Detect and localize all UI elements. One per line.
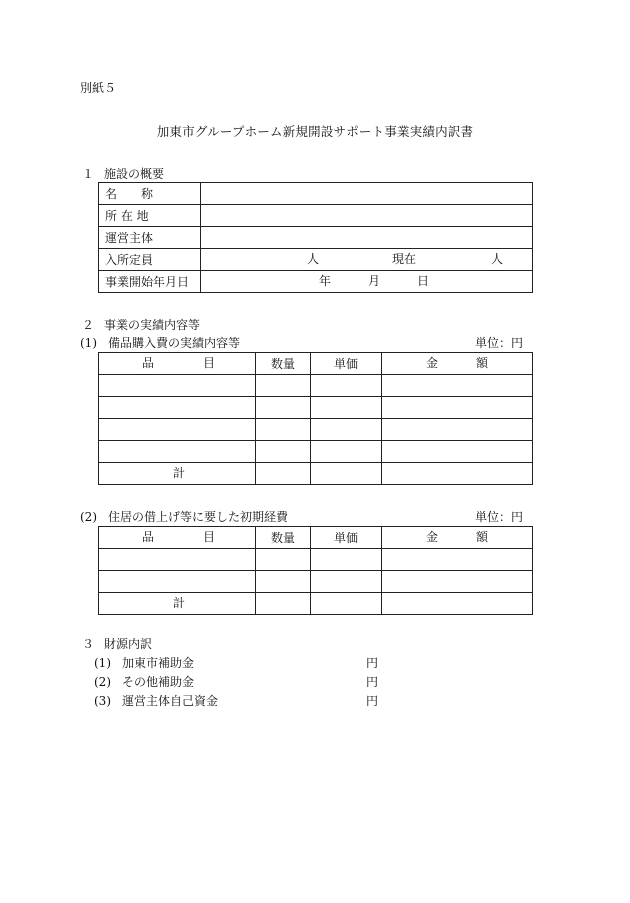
table-row — [99, 419, 533, 441]
funding-item-unit: 円 — [366, 656, 379, 670]
total-row — [99, 463, 533, 485]
table-row — [99, 227, 533, 249]
facility-address-value[interactable] — [201, 205, 533, 227]
amount-header-b: 額 — [476, 530, 489, 544]
qty-header: 数量 — [256, 527, 311, 549]
total-label-cell — [99, 593, 256, 615]
funding-item-label: 加東市補助金 — [122, 656, 195, 670]
item-header-b: 目 — [203, 530, 216, 544]
price-header: 単価 — [311, 527, 382, 549]
funding-item-unit: 円 — [366, 694, 379, 708]
section1-heading: 施設の概要 — [104, 167, 165, 181]
total-label-cell — [99, 463, 256, 485]
start-date-value[interactable] — [201, 271, 533, 293]
sub2-title: 住居の借上げ等に要した初期経費 — [108, 510, 289, 524]
current-label: 現在 — [392, 252, 417, 266]
equipment-cost-table — [98, 352, 533, 485]
sub1-title: 備品購入費の実績内容等 — [108, 336, 241, 350]
table-header-row — [99, 353, 533, 375]
item-header-a: 品 — [142, 530, 155, 544]
attachment-label: 別紙５ — [80, 81, 117, 95]
capacity-unit: 人 — [307, 252, 320, 266]
price-header: 単価 — [311, 353, 382, 375]
total-label: 計 — [173, 466, 186, 480]
amount-header — [382, 353, 533, 375]
operator-value[interactable] — [201, 227, 533, 249]
table-row — [99, 183, 533, 205]
start-date-label: 事業開始年月日 — [99, 271, 201, 293]
capacity-label: 入所定員 — [99, 249, 201, 271]
item-header-b: 目 — [203, 356, 216, 370]
funding-item-number: (3) — [94, 694, 111, 708]
sub2-unit: 単位：円 — [475, 510, 524, 524]
sub1-unit: 単位：円 — [475, 336, 524, 350]
table-row — [99, 375, 533, 397]
table-row — [99, 249, 533, 271]
item-header — [99, 527, 256, 549]
amount-header — [382, 527, 533, 549]
item-header — [99, 353, 256, 375]
table-row — [99, 441, 533, 463]
operator-label: 運営主体 — [99, 227, 201, 249]
document-title: 加東市グループホーム新規開設サポート事業実績内訳書 — [156, 124, 474, 139]
funding-item-number: (1) — [94, 656, 111, 670]
section1-number: １ — [82, 167, 95, 181]
facility-overview-table — [98, 182, 533, 293]
amount-header-a: 金 — [426, 356, 439, 370]
funding-item-number: (2) — [94, 675, 111, 689]
facility-name-label: 名 称 — [99, 183, 201, 205]
section3-heading: 財源内訳 — [104, 637, 153, 651]
amount-header-a: 金 — [426, 530, 439, 544]
sub2-number: (2) — [80, 510, 97, 524]
total-row — [99, 593, 533, 615]
amount-header-b: 額 — [476, 356, 489, 370]
capacity-value[interactable] — [201, 249, 533, 271]
table-row — [99, 205, 533, 227]
section2-heading: 事業の実績内容等 — [104, 318, 201, 332]
funding-item-label: その他補助金 — [122, 675, 195, 689]
facility-address-label: 所 在 地 — [99, 205, 201, 227]
day-label: 日 — [417, 274, 430, 288]
section3-number: ３ — [82, 637, 95, 651]
section2-number: ２ — [82, 318, 95, 332]
facility-name-value[interactable] — [201, 183, 533, 205]
total-label: 計 — [173, 596, 186, 610]
table-row — [99, 549, 533, 571]
table-header-row — [99, 527, 533, 549]
current-unit: 人 — [491, 252, 504, 266]
table-row — [99, 271, 533, 293]
table-row — [99, 571, 533, 593]
table-row — [99, 397, 533, 419]
sub1-number: (1) — [80, 336, 97, 350]
month-label: 月 — [368, 274, 381, 288]
funding-item-unit: 円 — [366, 675, 379, 689]
qty-header: 数量 — [256, 353, 311, 375]
initial-cost-table — [98, 526, 533, 615]
item-header-a: 品 — [142, 356, 155, 370]
year-label: 年 — [319, 274, 332, 288]
funding-item-label: 運営主体自己資金 — [122, 694, 219, 708]
